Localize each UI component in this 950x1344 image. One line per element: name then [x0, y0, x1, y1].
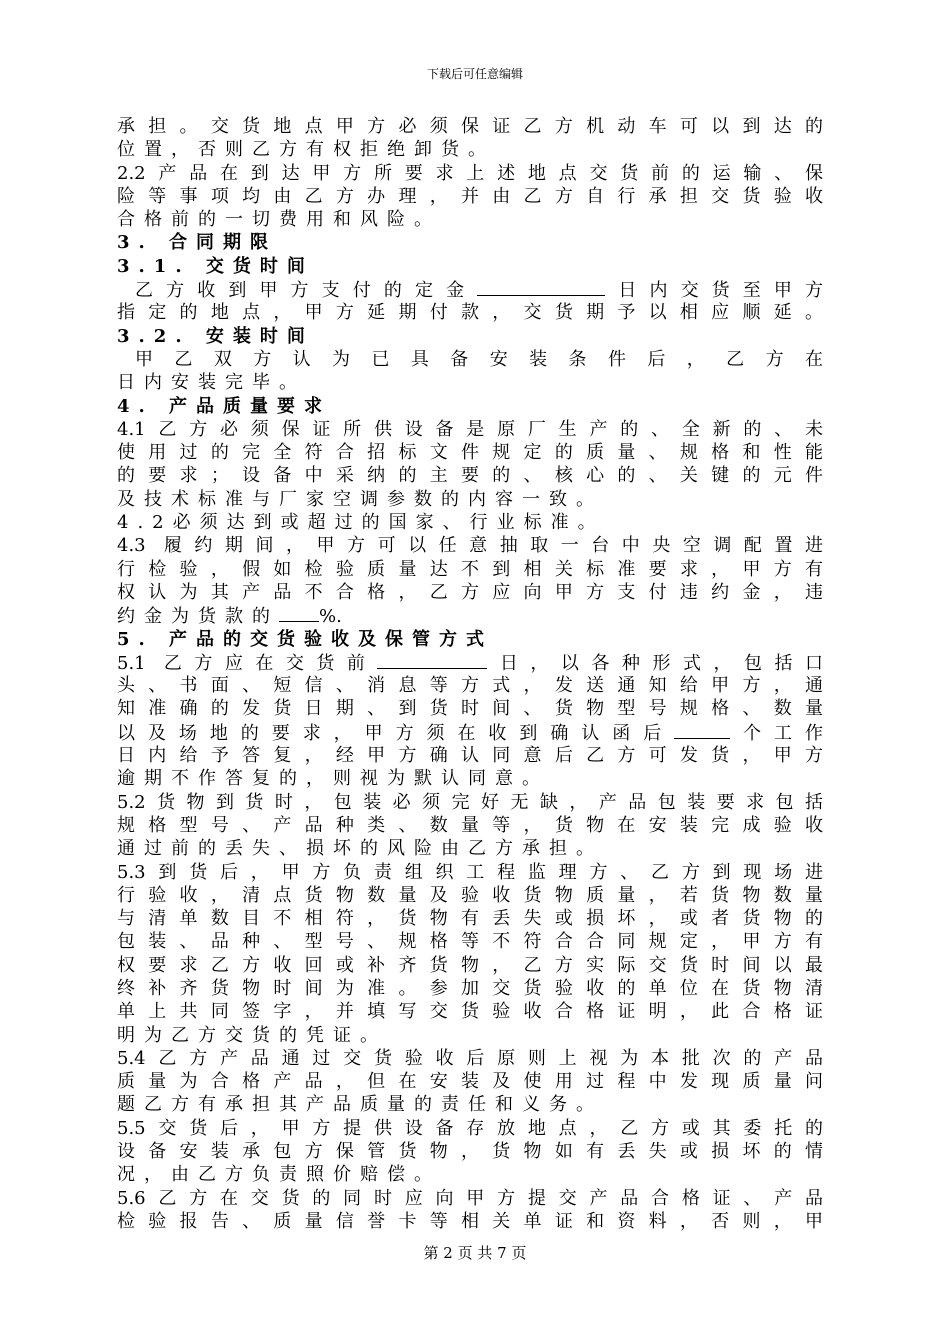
text-line: 约金为货款的 %. [117, 606, 342, 628]
text-line: 头、书面、短信、消息等方式，发送通知给甲方，通 [117, 675, 823, 697]
section-heading: 4. 产品质量要求 [117, 395, 332, 417]
text-line: 乙方收到甲方支付的定金 日内交货至甲方 [135, 280, 823, 302]
text-line: 明为乙方交货的凭证。 [117, 1024, 387, 1046]
text-line: 承担。交货地点甲方必须保证乙方机动车可以到达的 [117, 116, 823, 137]
text-line: 5.1 乙方应在交货前 日，以各种形式，包括口 [117, 652, 823, 674]
text-line: 与清单数目不相符，货物有丢失或损坏，或者货物的 [117, 908, 823, 930]
text-line: 权要求乙方收回或补齐货物，乙方实际交货时间以最 [117, 954, 823, 976]
fill-blank [674, 721, 730, 739]
document-body [117, 115, 823, 1233]
text-line: 险等事项均由乙方办理，并由乙方自行承担交货验收 [117, 185, 823, 207]
text-line: 单上共同签字，并填写交货验收合格证明，此合格证 [117, 1001, 823, 1023]
page-number: 第 2 页 共 7 页 [423, 1244, 527, 1262]
text-line: 5.6乙方在交货的同时应向甲方提交产品合格证、产品 [117, 1187, 823, 1209]
subsection-heading: 3.2. 安装时间 [117, 325, 314, 347]
fill-blank [477, 278, 605, 296]
text-line: 甲乙双方认为已具备安装条件后，乙方在 [135, 348, 823, 370]
text-line: 使用过的完全符合招标文件规定的质量、规格和性能 [117, 442, 823, 464]
page-header: 下载后可任意编辑 [426, 67, 523, 81]
text-line: 5.4乙方产品通过交货验收后原则上视为本批次的产品 [117, 1047, 823, 1069]
text-line: 行检验，假如检验质量达不到相关标准要求，甲方有 [117, 558, 823, 580]
text-line: 以及场地的要求，甲方须在收到确认函后 个工作 [117, 722, 823, 744]
text-line: 5.3到货后，甲方负责组织工程监理方、乙方到现场进 [117, 861, 823, 883]
text-line: 终补齐货物时间为准。参加交货验收的单位在货物清 [117, 977, 823, 999]
text-line: 4.2必须达到或超过的国家、行业标准。 [117, 512, 605, 534]
text-line: 况，由乙方负责照价赔偿。 [117, 1164, 441, 1186]
section-heading: 5. 产品的交货验收及保管方式 [117, 628, 494, 650]
fill-blank [279, 604, 319, 622]
text-line: 规格型号、产品种类、数量等，货物在安装完成验收 [117, 814, 823, 836]
text-line: 位置，否则乙方有权拒绝卸货。 [117, 139, 495, 161]
text-line: 日内安装完毕。 [117, 372, 306, 394]
text-line: 及技术标准与厂家空调参数的内容一致。 [117, 488, 603, 510]
text-line: 2.2产品在到达甲方所要求上述地点交货前的运输、保 [117, 162, 823, 184]
subsection-heading: 3.1. 交货时间 [117, 255, 314, 277]
text-line: 质量为合格产品，但在安装及使用过程中发现质量问 [117, 1071, 823, 1093]
text-line: 知准确的发货日期、到货时间、货物型号规格、数量 [117, 698, 823, 720]
text-line: 5.5交货后，甲方提供设备存放地点，乙方或其委托的 [117, 1117, 823, 1139]
text-line: 通过前的丢失、损坏的风险由乙方承担。 [117, 838, 603, 860]
text-line: 5.2货物到货时，包装必须完好无缺，产品包装要求包括 [117, 791, 823, 813]
text-line: 题乙方有承担其产品质量的责任和义务。 [117, 1094, 603, 1116]
text-line: 4.3 履约期间，甲方可以任意抽取一台中央空调配置进 [117, 535, 823, 557]
text-line: 行验收，清点货物数量及验收货物质量，若货物数量 [117, 884, 823, 906]
text-line: 设备安装承包方保管货物，货物如有丢失或损坏的情 [117, 1141, 823, 1163]
text-line: 检验报告、质量信誉卡等相关单证和资料，否则，甲 [117, 1210, 823, 1232]
text-line: 指定的地点，甲方延期付款，交货期予以相应顺延。 [117, 302, 823, 324]
text-line: 合格前的一切费用和风险。 [117, 209, 441, 231]
text-line: 逾期不作答复的，则视为默认同意。 [117, 768, 549, 790]
text-line: 4.1乙方必须保证所供设备是原厂生产的、全新的、未 [117, 418, 823, 440]
fill-blank [377, 651, 487, 669]
text-line: 的要求；设备中采纳的主要的、核心的、关键的元件 [117, 465, 823, 487]
text-line: 日内给予答复，经甲方确认同意后乙方可发货，甲方 [117, 745, 823, 767]
text-line: 权认为其产品不合格，乙方应向甲方支付违约金，违 [117, 581, 823, 603]
text-line: 包装、品种、型号、规格等不符合合同规定，甲方有 [117, 931, 823, 953]
section-heading: 3. 合同期限 [117, 232, 278, 254]
